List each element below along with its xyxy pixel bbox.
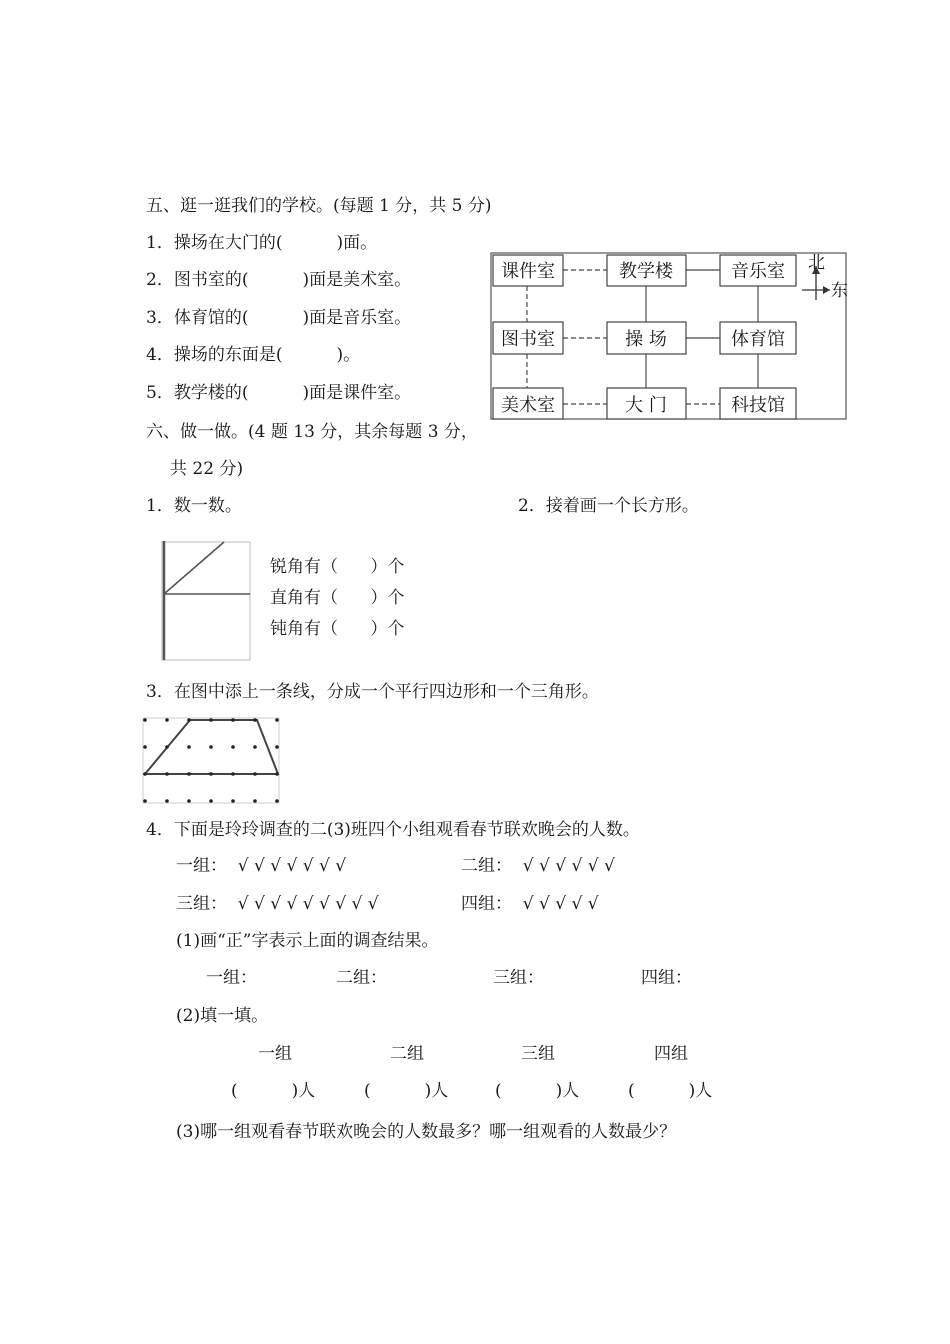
grid-dot: [231, 772, 235, 776]
grid-dot: [143, 718, 147, 722]
fill-header-group-2: 二组: [390, 1044, 424, 1064]
grid-dot: [187, 718, 191, 722]
zheng-group-3: 三组：: [493, 968, 544, 988]
dot-grid-figure: [140, 716, 282, 806]
sub-question-3: (3)哪一组观看春节联欢晚会的人数最多？哪一组观看的人数最少？: [176, 1122, 677, 1142]
section5-question-3: 3．体育馆的( )面是音乐室。: [146, 308, 412, 328]
section5-question-5: 5．教学楼的( )面是课件室。: [146, 383, 412, 403]
fill-blank-group-2[interactable]: ( )人: [364, 1081, 449, 1101]
grid-dot: [253, 799, 257, 803]
question-2-label: 2．接着画一个长方形。: [518, 496, 699, 516]
grid-dot: [275, 718, 279, 722]
fill-header-group-1: 一组: [258, 1044, 292, 1064]
grid-dot: [275, 745, 279, 749]
grid-dot: [187, 772, 191, 776]
grid-dot: [165, 745, 169, 749]
grid-dot: [143, 745, 147, 749]
grid-dot: [165, 772, 169, 776]
room-gate: 大 门: [625, 395, 667, 416]
grid-dot: [209, 772, 213, 776]
fill-header-group-4: 四组: [654, 1044, 688, 1064]
obtuse-angle-count: 钝角有（ ）个: [270, 619, 405, 639]
compass-east: 东: [831, 281, 848, 301]
room-teaching-building: 教学楼: [619, 261, 673, 282]
grid-dot: [165, 799, 169, 803]
room-music: 音乐室: [731, 261, 785, 282]
tally-group-1: 一组： √ √ √ √ √ √ √: [176, 856, 347, 876]
section5-question-4: 4．操场的东面是( )。: [146, 345, 361, 365]
room-library: 图书室: [501, 329, 555, 350]
room-art: 美术室: [501, 395, 555, 416]
room-courseware: 课件室: [501, 261, 555, 282]
zheng-group-2: 二组：: [336, 968, 387, 988]
section5-heading: 五、逛一逛我们的学校。(每题 1 分，共 5 分): [146, 196, 492, 216]
grid-dot: [165, 718, 169, 722]
section6-heading: 六、做一做。(4 题 13 分，其余每题 3 分，: [146, 422, 478, 442]
room-playground: 操 场: [625, 329, 667, 350]
question-3-label: 3．在图中添上一条线，分成一个平行四边形和一个三角形。: [146, 682, 599, 702]
fill-blank-group-1[interactable]: ( )人: [231, 1081, 316, 1101]
tally-group-4: 四组： √ √ √ √ √: [461, 894, 599, 914]
fill-blank-group-4[interactable]: ( )人: [628, 1081, 713, 1101]
angle-figure: [160, 538, 252, 662]
grid-dot: [231, 718, 235, 722]
zheng-group-4: 四组：: [641, 968, 692, 988]
grid-dot: [209, 718, 213, 722]
grid-dot: [275, 772, 279, 776]
grid-dot: [187, 745, 191, 749]
question-4-label: 4．下面是玲玲调查的二(3)班四个小组观看春节联欢晚会的人数。: [146, 820, 640, 840]
grid-dot: [231, 799, 235, 803]
question-1-label: 1．数一数。: [146, 496, 242, 516]
room-gym: 体育馆: [731, 329, 785, 350]
grid-dot: [143, 772, 147, 776]
compass-north: 北: [808, 253, 825, 273]
zheng-group-1: 一组：: [206, 968, 257, 988]
grid-dot: [231, 745, 235, 749]
sub-question-2: (2)填一填。: [176, 1006, 269, 1026]
fill-header-group-3: 三组: [521, 1044, 555, 1064]
school-map: [490, 252, 850, 422]
fill-blank-group-3[interactable]: ( )人: [495, 1081, 580, 1101]
grid-dot: [187, 799, 191, 803]
section6-heading-continued: 共 22 分): [170, 459, 244, 479]
grid-dot: [253, 718, 257, 722]
grid-dot: [209, 745, 213, 749]
room-science: 科技馆: [731, 395, 785, 416]
grid-dot: [253, 745, 257, 749]
sub-question-1: (1)画“正”字表示上面的调查结果。: [176, 931, 439, 951]
grid-dot: [209, 799, 213, 803]
grid-dot: [143, 799, 147, 803]
section5-question-1: 1．操场在大门的( )面。: [146, 233, 378, 253]
grid-dot: [253, 772, 257, 776]
right-angle-count: 直角有（ ）个: [270, 588, 405, 608]
acute-angle-count: 锐角有（ ）个: [270, 557, 405, 577]
section5-question-2: 2．图书室的( )面是美术室。: [146, 270, 412, 290]
tally-group-3: 三组： √ √ √ √ √ √ √ √ √: [176, 894, 379, 914]
tally-group-2: 二组： √ √ √ √ √ √: [461, 856, 615, 876]
grid-dot: [275, 799, 279, 803]
